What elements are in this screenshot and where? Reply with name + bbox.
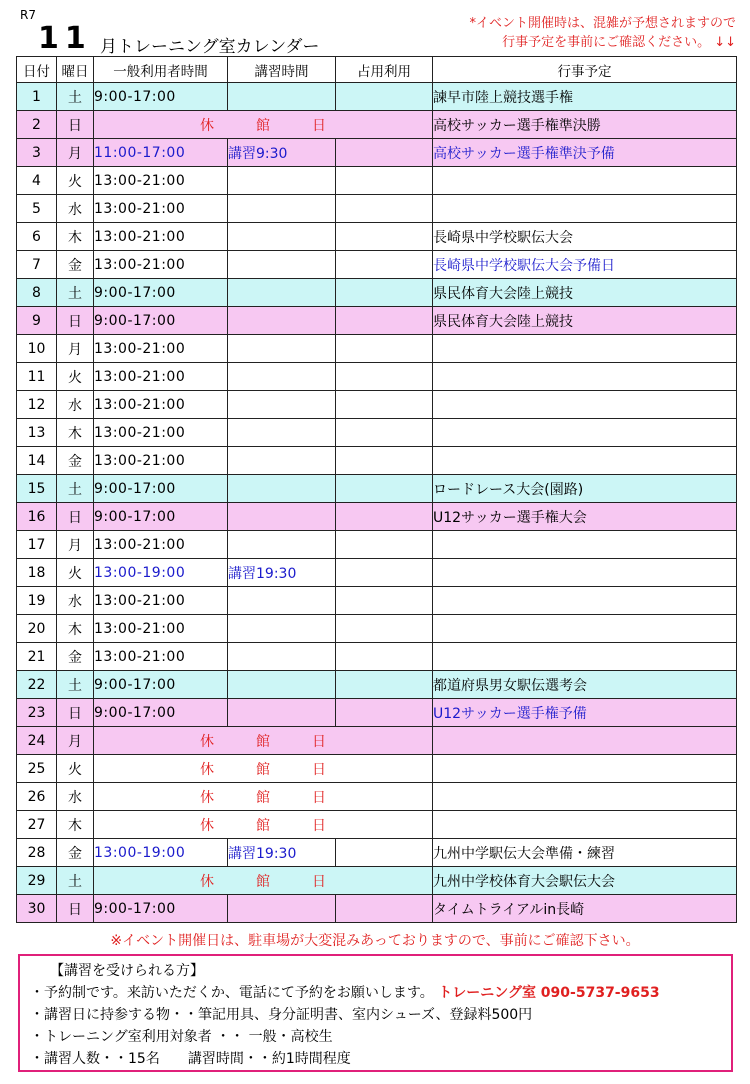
weekday-cell: 火 <box>57 363 94 391</box>
date-cell: 23 <box>17 699 57 727</box>
event-cell: 九州中学校体育大会駅伝大会 <box>433 867 737 895</box>
closed-label-char: 日 <box>312 761 326 778</box>
closed-label-char: 日 <box>312 117 326 134</box>
event-cell <box>433 391 737 419</box>
table-row <box>17 363 737 391</box>
closed-label-char: 館 <box>256 761 270 778</box>
weekday-cell: 日 <box>57 895 94 923</box>
info-reservation-text: ・予約制です。来訪いただくか、電話にて予約をお願いします。 <box>30 985 434 1001</box>
general-hours-cell: 9:00-17:00 <box>94 895 228 923</box>
general-hours-cell: 13:00-19:00 <box>94 559 228 587</box>
lecture-time-cell <box>228 671 336 699</box>
event-cell <box>433 167 737 195</box>
header-events: 行事予定 <box>433 57 737 83</box>
table-row <box>17 391 737 419</box>
table-row <box>17 447 737 475</box>
general-hours-cell: 9:00-17:00 <box>94 83 228 111</box>
date-cell: 6 <box>17 223 57 251</box>
exclusive-use-cell <box>336 139 433 167</box>
phone-number[interactable]: トレーニング室 090-5737-9653 <box>438 985 660 1001</box>
event-cell <box>433 447 737 475</box>
general-hours-cell: 13:00-21:00 <box>94 363 228 391</box>
closed-label-char: 日 <box>312 789 326 806</box>
exclusive-use-cell <box>336 83 433 111</box>
weekday-cell: 火 <box>57 167 94 195</box>
event-cell: U12サッカー選手権予備 <box>433 699 737 727</box>
event-cell <box>433 335 737 363</box>
exclusive-use-cell <box>336 587 433 615</box>
lecture-time-cell <box>228 307 336 335</box>
event-cell <box>433 195 737 223</box>
table-row <box>17 671 737 699</box>
weekday-cell: 木 <box>57 811 94 839</box>
date-cell: 14 <box>17 447 57 475</box>
exclusive-use-cell <box>336 307 433 335</box>
event-notice <box>469 14 736 52</box>
exclusive-use-cell <box>336 475 433 503</box>
date-cell: 8 <box>17 279 57 307</box>
lecture-time-cell <box>228 447 336 475</box>
table-row <box>17 587 737 615</box>
event-cell <box>433 727 737 755</box>
exclusive-use-cell <box>336 699 433 727</box>
header-lecture-time: 講習時間 <box>228 57 336 83</box>
general-hours-cell: 13:00-19:00 <box>94 839 228 867</box>
lecture-time-cell <box>228 615 336 643</box>
closed-cell <box>94 867 433 895</box>
table-row <box>17 251 737 279</box>
lecture-time-cell: 講習9:30 <box>228 139 336 167</box>
header-date: 日付 <box>17 57 57 83</box>
table-row <box>17 475 737 503</box>
general-hours-cell: 13:00-21:00 <box>94 391 228 419</box>
exclusive-use-cell <box>336 335 433 363</box>
table-row <box>17 755 737 783</box>
event-cell: ロードレース大会(園路) <box>433 475 737 503</box>
event-cell <box>433 811 737 839</box>
date-cell: 3 <box>17 139 57 167</box>
table-row <box>17 279 737 307</box>
lecture-time-cell <box>228 335 336 363</box>
weekday-cell: 月 <box>57 727 94 755</box>
date-cell: 25 <box>17 755 57 783</box>
date-cell: 15 <box>17 475 57 503</box>
closed-cell <box>94 111 433 139</box>
closed-label-char: 館 <box>256 817 270 834</box>
lecture-time-cell <box>228 391 336 419</box>
event-cell: タイムトライアルin長崎 <box>433 895 737 923</box>
event-cell: U12サッカー選手権大会 <box>433 503 737 531</box>
lecture-time-cell <box>228 895 336 923</box>
closed-label-char: 休 <box>200 761 214 778</box>
weekday-cell: 木 <box>57 419 94 447</box>
closed-label-char: 休 <box>200 733 214 750</box>
date-cell: 22 <box>17 671 57 699</box>
general-hours-cell: 9:00-17:00 <box>94 699 228 727</box>
weekday-cell: 火 <box>57 559 94 587</box>
general-hours-cell: 13:00-21:00 <box>94 223 228 251</box>
exclusive-use-cell <box>336 167 433 195</box>
general-hours-cell: 11:00-17:00 <box>94 139 228 167</box>
table-row <box>17 83 737 111</box>
date-cell: 2 <box>17 111 57 139</box>
closed-label-char: 休 <box>200 873 214 890</box>
date-cell: 19 <box>17 587 57 615</box>
table-row <box>17 139 737 167</box>
general-hours-cell: 13:00-21:00 <box>94 615 228 643</box>
exclusive-use-cell <box>336 419 433 447</box>
lecture-time-cell <box>228 83 336 111</box>
exclusive-use-cell <box>336 363 433 391</box>
general-hours-cell: 9:00-17:00 <box>94 671 228 699</box>
table-row <box>17 727 737 755</box>
calendar-body <box>17 83 737 923</box>
event-cell <box>433 363 737 391</box>
date-cell: 16 <box>17 503 57 531</box>
table-row <box>17 867 737 895</box>
closed-cell <box>94 811 433 839</box>
info-line-capacity: ・講習人数・・15名 講習時間・・約1時間程度 <box>30 1051 351 1067</box>
event-cell: 長崎県中学校駅伝大会予備日 <box>433 251 737 279</box>
lecture-time-cell <box>228 195 336 223</box>
date-cell: 28 <box>17 839 57 867</box>
event-notice-line2: 行事予定を事前にご確認ください。 ↓↓ <box>502 35 736 50</box>
exclusive-use-cell <box>336 279 433 307</box>
weekday-cell: 日 <box>57 307 94 335</box>
info-heading: 【講習を受けられる方】 <box>50 963 204 979</box>
weekday-cell: 土 <box>57 671 94 699</box>
event-cell: 九州中学駅伝大会準備・練習 <box>433 839 737 867</box>
weekday-cell: 日 <box>57 503 94 531</box>
date-cell: 21 <box>17 643 57 671</box>
lecture-time-cell: 講習19:30 <box>228 839 336 867</box>
info-line-eligibility: ・トレーニング室利用対象者 ・・ 一般・高校生 <box>30 1029 333 1045</box>
date-cell: 9 <box>17 307 57 335</box>
closed-label-char: 館 <box>256 789 270 806</box>
header-weekday: 曜日 <box>57 57 94 83</box>
weekday-cell: 水 <box>57 195 94 223</box>
event-cell: 県民体育大会陸上競技 <box>433 307 737 335</box>
date-cell: 10 <box>17 335 57 363</box>
general-hours-cell: 13:00-21:00 <box>94 419 228 447</box>
general-hours-cell: 13:00-21:00 <box>94 251 228 279</box>
table-row <box>17 419 737 447</box>
weekday-cell: 木 <box>57 615 94 643</box>
table-row <box>17 559 737 587</box>
weekday-cell: 月 <box>57 335 94 363</box>
lecture-time-cell <box>228 643 336 671</box>
closed-label-char: 館 <box>256 873 270 890</box>
table-row <box>17 111 737 139</box>
header-general-hours: 一般利用者時間 <box>94 57 228 83</box>
weekday-cell: 水 <box>57 783 94 811</box>
exclusive-use-cell <box>336 671 433 699</box>
event-cell <box>433 419 737 447</box>
table-row <box>17 615 737 643</box>
weekday-cell: 金 <box>57 839 94 867</box>
parking-footnote: ※イベント開催日は、駐車場が大変混みあっておりますので、事前にご確認下さい。 <box>110 933 640 949</box>
general-hours-cell: 13:00-21:00 <box>94 167 228 195</box>
general-hours-cell: 13:00-21:00 <box>94 643 228 671</box>
date-cell: 1 <box>17 83 57 111</box>
general-hours-cell: 9:00-17:00 <box>94 503 228 531</box>
table-row <box>17 307 737 335</box>
era-label: R7 <box>20 8 36 22</box>
date-cell: 18 <box>17 559 57 587</box>
date-cell: 26 <box>17 783 57 811</box>
event-cell <box>433 587 737 615</box>
event-cell: 高校サッカー選手権準決勝 <box>433 111 737 139</box>
table-row <box>17 503 737 531</box>
weekday-cell: 土 <box>57 867 94 895</box>
date-cell: 24 <box>17 727 57 755</box>
general-hours-cell: 9:00-17:00 <box>94 475 228 503</box>
exclusive-use-cell <box>336 615 433 643</box>
lecture-time-cell: 講習19:30 <box>228 559 336 587</box>
exclusive-use-cell <box>336 223 433 251</box>
closed-cell <box>94 727 433 755</box>
lecture-time-cell <box>228 699 336 727</box>
table-row <box>17 699 737 727</box>
date-cell: 29 <box>17 867 57 895</box>
general-hours-cell: 13:00-21:00 <box>94 447 228 475</box>
table-row <box>17 167 737 195</box>
weekday-cell: 土 <box>57 475 94 503</box>
date-cell: 27 <box>17 811 57 839</box>
table-row <box>17 335 737 363</box>
weekday-cell: 土 <box>57 279 94 307</box>
event-cell: 都道府県男女駅伝選考会 <box>433 671 737 699</box>
lecture-time-cell <box>228 475 336 503</box>
closed-label-char: 日 <box>312 817 326 834</box>
exclusive-use-cell <box>336 559 433 587</box>
weekday-cell: 水 <box>57 587 94 615</box>
info-line-reservation <box>30 982 721 1004</box>
lecture-time-cell <box>228 419 336 447</box>
general-hours-cell: 9:00-17:00 <box>94 279 228 307</box>
event-cell <box>433 559 737 587</box>
lecture-time-cell <box>228 363 336 391</box>
date-cell: 17 <box>17 531 57 559</box>
weekday-cell: 金 <box>57 447 94 475</box>
general-hours-cell: 13:00-21:00 <box>94 195 228 223</box>
event-cell: 高校サッカー選手権準決予備 <box>433 139 737 167</box>
table-row <box>17 223 737 251</box>
date-cell: 5 <box>17 195 57 223</box>
month-number: 11 <box>38 21 92 56</box>
exclusive-use-cell <box>336 643 433 671</box>
weekday-cell: 水 <box>57 391 94 419</box>
closed-label-char: 館 <box>256 733 270 750</box>
closed-label-char: 日 <box>312 733 326 750</box>
date-cell: 12 <box>17 391 57 419</box>
header-exclusive-use: 占用利用 <box>336 57 433 83</box>
general-hours-cell: 13:00-21:00 <box>94 587 228 615</box>
event-cell <box>433 755 737 783</box>
weekday-cell: 土 <box>57 83 94 111</box>
lecture-time-cell <box>228 251 336 279</box>
table-header-row <box>17 57 737 83</box>
weekday-cell: 金 <box>57 643 94 671</box>
date-cell: 11 <box>17 363 57 391</box>
exclusive-use-cell <box>336 503 433 531</box>
exclusive-use-cell <box>336 839 433 867</box>
lecture-time-cell <box>228 587 336 615</box>
weekday-cell: 金 <box>57 251 94 279</box>
calendar-table <box>16 56 737 923</box>
exclusive-use-cell <box>336 391 433 419</box>
info-line-items: ・講習日に持参する物・・筆記用具、身分証明書、室内シューズ、登録料500円 <box>30 1007 533 1023</box>
general-hours-cell: 13:00-21:00 <box>94 335 228 363</box>
closed-cell <box>94 755 433 783</box>
closed-label-char: 館 <box>256 117 270 134</box>
event-cell: 諫早市陸上競技選手権 <box>433 83 737 111</box>
table-row <box>17 895 737 923</box>
closed-cell <box>94 783 433 811</box>
general-hours-cell: 9:00-17:00 <box>94 307 228 335</box>
event-cell <box>433 615 737 643</box>
event-cell <box>433 783 737 811</box>
closed-label-char: 日 <box>312 873 326 890</box>
lecture-time-cell <box>228 167 336 195</box>
table-row <box>17 195 737 223</box>
event-cell: 県民体育大会陸上競技 <box>433 279 737 307</box>
lecture-time-cell <box>228 503 336 531</box>
date-cell: 7 <box>17 251 57 279</box>
closed-label-char: 休 <box>200 117 214 134</box>
weekday-cell: 日 <box>57 699 94 727</box>
closed-label-char: 休 <box>200 817 214 834</box>
page-title: 月トレーニング室カレンダー <box>100 37 320 57</box>
lecture-time-cell <box>228 531 336 559</box>
date-cell: 13 <box>17 419 57 447</box>
general-hours-cell: 13:00-21:00 <box>94 531 228 559</box>
lecture-time-cell <box>228 223 336 251</box>
exclusive-use-cell <box>336 531 433 559</box>
table-row <box>17 783 737 811</box>
lecture-time-cell <box>228 279 336 307</box>
exclusive-use-cell <box>336 251 433 279</box>
weekday-cell: 月 <box>57 531 94 559</box>
table-row <box>17 531 737 559</box>
event-cell <box>433 643 737 671</box>
event-cell <box>433 531 737 559</box>
table-row <box>17 643 737 671</box>
weekday-cell: 火 <box>57 755 94 783</box>
date-cell: 4 <box>17 167 57 195</box>
exclusive-use-cell <box>336 447 433 475</box>
weekday-cell: 日 <box>57 111 94 139</box>
weekday-cell: 月 <box>57 139 94 167</box>
weekday-cell: 木 <box>57 223 94 251</box>
exclusive-use-cell <box>336 895 433 923</box>
event-notice-line1: *イベント開催時は、混雑が予想されますので <box>469 16 736 31</box>
date-cell: 30 <box>17 895 57 923</box>
event-cell: 長崎県中学校駅伝大会 <box>433 223 737 251</box>
date-cell: 20 <box>17 615 57 643</box>
table-row <box>17 839 737 867</box>
lecture-info-box <box>18 954 733 1072</box>
table-row <box>17 811 737 839</box>
exclusive-use-cell <box>336 195 433 223</box>
closed-label-char: 休 <box>200 789 214 806</box>
